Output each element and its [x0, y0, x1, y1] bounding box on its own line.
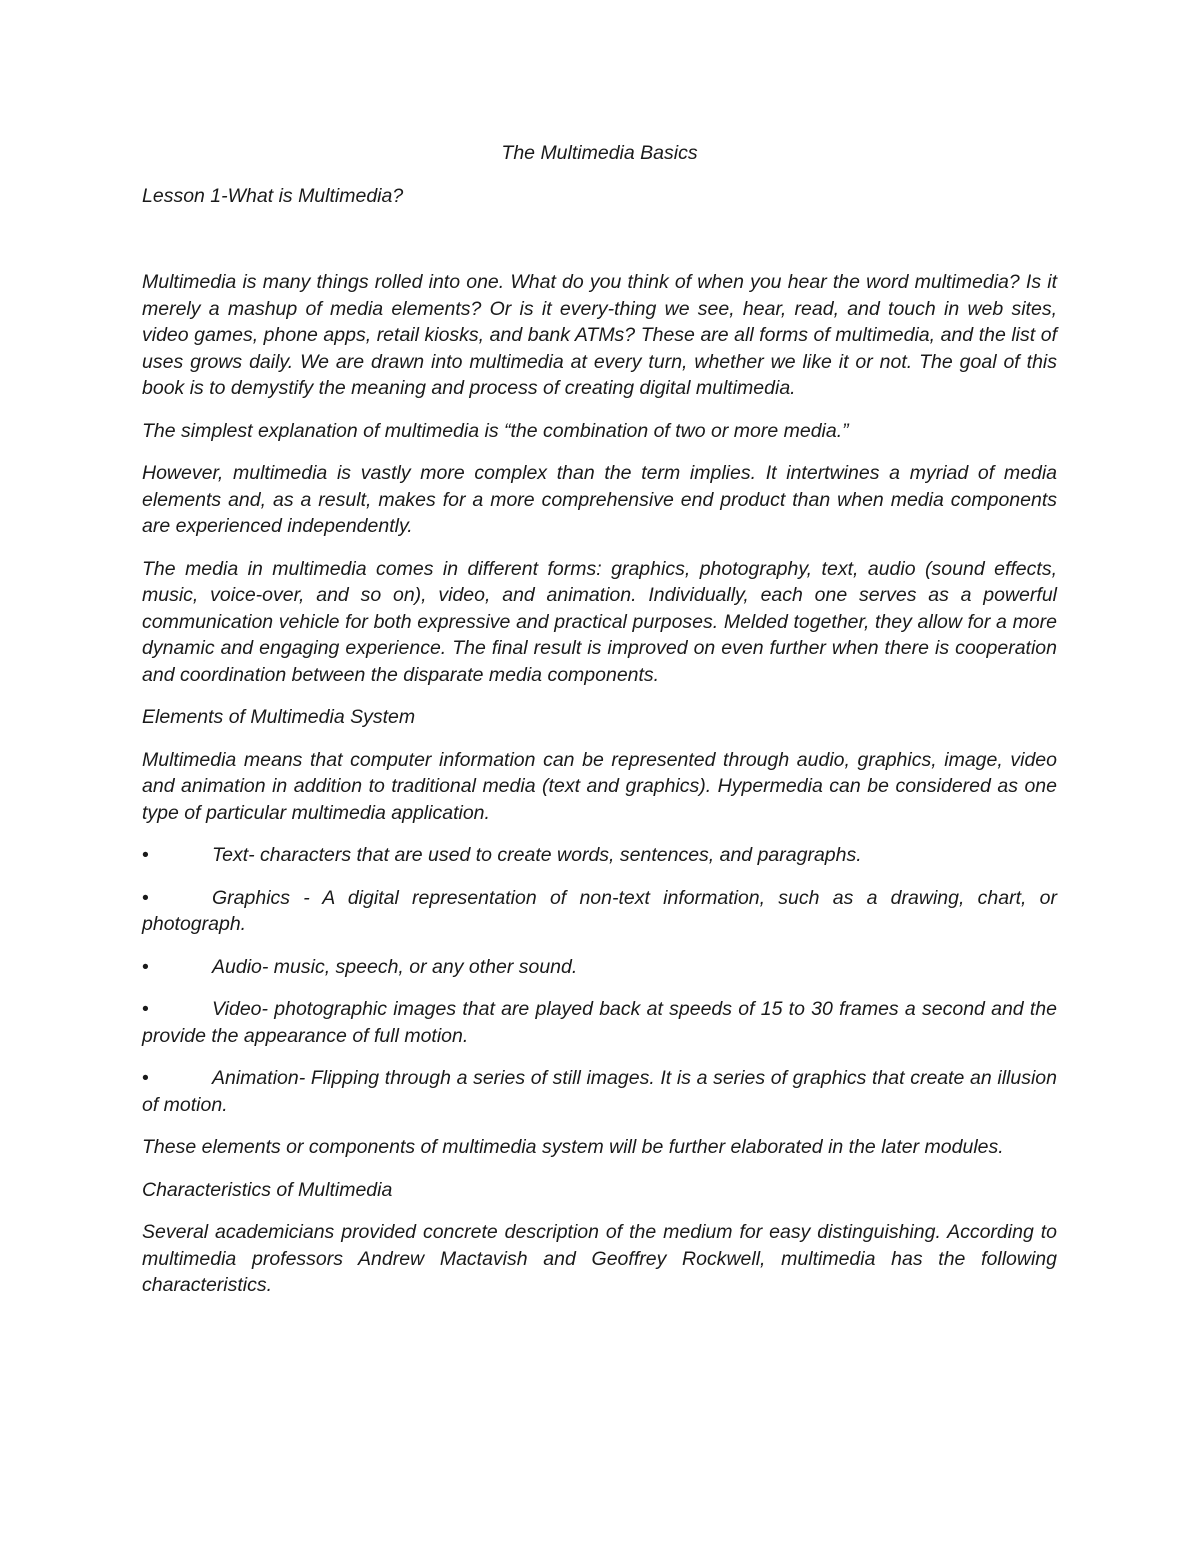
- elements-closing-paragraph: These elements or components of multimedia system will be further elaborated in the later modules.: [142, 1136, 1004, 1158]
- bullet-text: Video- photographic images that are played back at speeds of 15 to 30 frames a second and the provide the appearance of full motion.: [142, 998, 1057, 1047]
- lesson-heading: Lesson 1-What is Multimedia?: [142, 185, 404, 207]
- media-forms-paragraph: The media in multimedia comes in different forms: graphics, photography, text, audio (sound effects, music, voice-over, and so on), video, and animation. Individually, each one serves as a powerful communication vehicle for both expressive and practical purposes. Melded together, they allow for a more dynamic and engaging experience. The final result is improved on even further when there is cooperation and coordination between the disparate media components.: [142, 557, 1057, 686]
- bullet-text: Audio- music, speech, or any other sound.: [212, 955, 578, 978]
- bullet-item: [142, 996, 1057, 1049]
- bullet-text: Text- characters that are used to create words, sentences, and paragraphs.: [212, 844, 862, 866]
- bullet-text: Animation- Flipping through a series of still images. It is a series of graphics that create an illusion of motion.: [142, 1067, 1057, 1116]
- elements-intro-paragraph: Multimedia means that computer information can be represented through audio, graphics, image, video and animation in addition to traditional media (text and graphics). Hypermedia can be considered as one type of particular multimedia application.: [142, 748, 1057, 824]
- document-page: [142, 138, 1057, 1315]
- however-paragraph: However, multimedia is vastly more complex than the term implies. It intertwines a myriad of media elements and, as a result, makes for a more comprehensive end product than when media components are experienced independently.: [142, 462, 1057, 537]
- bullet-item: [142, 954, 1057, 981]
- bullet-item: [142, 885, 1057, 938]
- bullet-symbol: •: [142, 955, 149, 978]
- simplest-paragraph: The simplest explanation of multimedia is “the combination of two or more media.”: [142, 419, 849, 442]
- characteristics-intro-paragraph: Several academicians provided concrete description of the medium for easy distinguishing. According to multimedia professors Andrew Mactavish and Geoffrey Rockwell, multimedia has the following characteristics.: [142, 1221, 1057, 1296]
- bullet-item: [142, 1065, 1057, 1118]
- bullet-text: Graphics - A digital representation of non-text information, such as a drawing, chart, or photograph.: [142, 886, 1057, 935]
- elements-heading: Elements of Multimedia System: [142, 706, 416, 728]
- characteristics-heading: Characteristics of Multimedia: [142, 1178, 393, 1201]
- bullet-symbol: •: [142, 886, 149, 909]
- bullet-symbol: •: [142, 844, 149, 866]
- bullet-item: [142, 842, 1057, 869]
- bullet-symbol: •: [142, 1067, 149, 1089]
- bullet-symbol: •: [142, 998, 149, 1020]
- document-title: The Multimedia Basics: [501, 142, 698, 164]
- intro-paragraph: Multimedia is many things rolled into one. What do you think of when you hear the word multimedia? Is it merely a mashup of media elements? Or is it every-thing we see, hear, read, and touch in web sites, video games, phone apps, retail kiosks, and bank ATMs? These are all forms of multimedia, and the list of uses grows daily. We are drawn into multimedia at every turn, whether we like it or not. The goal of this book is to demystify the meaning and process of creating digital multimedia.: [142, 271, 1057, 399]
